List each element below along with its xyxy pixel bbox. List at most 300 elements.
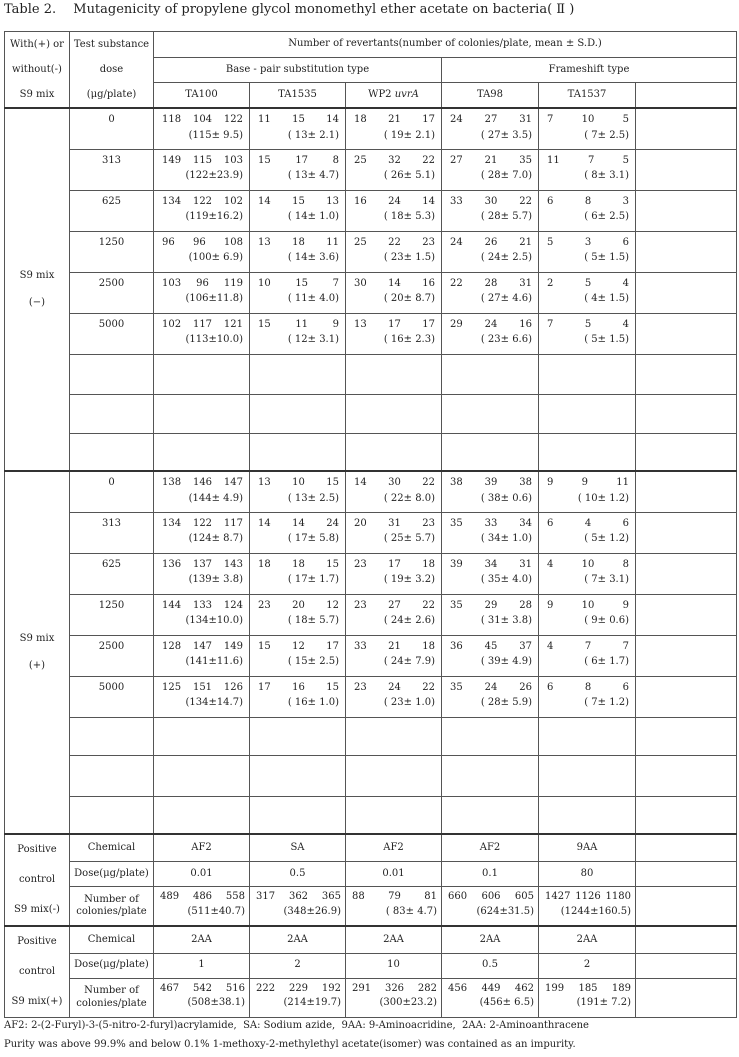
positive-control-line: control [18, 966, 56, 977]
plate-count: 18 [422, 558, 435, 570]
empty-cell [636, 394, 737, 433]
colony-counts [250, 559, 345, 572]
colony-counts [539, 278, 635, 291]
result-cell [346, 149, 442, 190]
table-row [5, 676, 737, 717]
result-cell [539, 231, 636, 272]
plate-count: 199 [545, 982, 565, 994]
result-cell [442, 512, 539, 553]
plate-count: 21 [388, 640, 401, 652]
plate-count: 21 [388, 114, 401, 125]
plate-count: 31 [519, 277, 532, 289]
colony-counts [346, 983, 441, 996]
table-row [5, 512, 737, 553]
plate-count: 22 [422, 477, 435, 488]
colony-counts [346, 891, 441, 904]
plate-count: 30 [354, 277, 367, 289]
plate-count: 192 [321, 982, 341, 994]
plate-count: 81 [424, 891, 437, 903]
control-count-cell [154, 887, 250, 926]
plate-count: 124 [223, 599, 243, 611]
empty-cell [636, 512, 737, 553]
plate-count: 12 [292, 640, 305, 652]
strain-wp2uvra [346, 83, 442, 109]
empty-cell [346, 717, 442, 755]
plate-count: 34 [484, 558, 498, 570]
table-row [5, 313, 737, 354]
result-cell [539, 149, 636, 190]
plate-count: 102 [223, 195, 243, 207]
plate-count: 33 [450, 195, 463, 207]
colony-counts [154, 682, 249, 695]
mean-sd: ( 16± 1.0) [287, 697, 339, 708]
mean-sd: ( 24± 2.6) [383, 615, 435, 626]
positive-control-line: S9 mix(+) [11, 996, 63, 1007]
plate-count: 10 [292, 477, 305, 488]
plate-count: 17 [388, 318, 401, 330]
result-cell [250, 272, 346, 313]
table-row [5, 717, 737, 755]
plate-count: 31 [388, 517, 401, 529]
colony-counts [539, 114, 635, 127]
colony-counts [346, 114, 441, 127]
plate-count: 11 [295, 318, 309, 330]
mean-sd: ( 8± 3.1) [584, 170, 629, 181]
mean-sd: ( 25± 5.7) [383, 533, 435, 544]
table-row [5, 635, 737, 676]
plate-count: 362 [288, 891, 309, 903]
plate-count: 185 [578, 982, 598, 994]
plate-count: 32 [388, 154, 401, 166]
result-cell [346, 190, 442, 231]
plate-count: 15 [326, 558, 339, 570]
dose-value: 5000 [70, 313, 154, 354]
chemical-name: 2AA [442, 926, 539, 953]
dose-value: 2500 [70, 272, 154, 313]
plate-count: 11 [616, 477, 629, 488]
empty-cell [539, 433, 636, 471]
plate-count: 36 [450, 640, 463, 652]
plate-count: 136 [162, 558, 182, 570]
result-cell [346, 512, 442, 553]
plate-count: 30 [484, 195, 498, 207]
colony-counts [154, 600, 249, 613]
plate-count: 28 [519, 599, 532, 611]
mean-sd: (300±23.2) [379, 997, 437, 1009]
plate-count: 7 [587, 154, 595, 166]
control-count-cell [539, 978, 636, 1017]
colony-counts [154, 196, 249, 209]
plate-count: 122 [192, 195, 213, 207]
colony-counts [442, 278, 538, 291]
result-cell [154, 108, 250, 149]
plate-count: 15 [292, 195, 305, 207]
empty-cell [154, 433, 250, 471]
plate-count: 104 [192, 114, 213, 125]
result-cell [250, 635, 346, 676]
colony-counts [539, 319, 635, 332]
plate-count: 115 [192, 154, 213, 166]
plate-count: 143 [223, 558, 243, 570]
mean-sd: (122±23.9) [185, 170, 243, 181]
mean-sd: ( 28± 5.7) [480, 211, 532, 222]
plate-count: 103 [223, 154, 243, 166]
empty-cell [636, 635, 737, 676]
mean-sd: ( 19± 3.2) [383, 574, 435, 585]
plate-count: 25 [354, 236, 367, 248]
plate-count: 1126 [575, 891, 601, 903]
result-cell [346, 231, 442, 272]
result-cell [154, 190, 250, 231]
plate-count: 31 [519, 114, 532, 125]
plate-count: 229 [288, 982, 309, 994]
chemical-name: AF2 [154, 834, 250, 861]
result-cell [250, 553, 346, 594]
dose-value: 0 [70, 471, 154, 512]
empty-cell [636, 149, 737, 190]
mean-sd: ( 31± 3.8) [480, 615, 532, 626]
plate-count: 20 [354, 517, 367, 529]
plate-count: 18 [354, 114, 367, 125]
table-row [5, 354, 737, 394]
mean-sd: ( 19± 2.1) [383, 129, 435, 141]
plate-count: 486 [192, 891, 213, 903]
colony-counts [442, 518, 538, 531]
mean-sd: ( 17± 5.8) [287, 533, 339, 544]
colony-counts [154, 155, 249, 168]
plate-count: 149 [162, 154, 182, 166]
empty-cell [442, 755, 539, 796]
plate-count: 28 [484, 277, 498, 289]
plate-count: 138 [162, 477, 182, 488]
empty-cell [539, 354, 636, 394]
revertants-header: Number of revertants(number of colonies/plate, mean ± S.D.) [154, 32, 737, 58]
plate-count: 4 [547, 640, 554, 652]
plate-count: 24 [450, 114, 463, 125]
colony-counts [539, 983, 635, 996]
plate-count: 144 [162, 599, 182, 611]
plate-count: 102 [162, 318, 182, 330]
mean-sd: (348±26.9) [283, 905, 341, 917]
result-cell [346, 471, 442, 512]
count-label-line: Number of [84, 985, 139, 997]
colony-counts [442, 196, 538, 209]
empty-cell [154, 394, 250, 433]
dose-header [70, 32, 154, 109]
mean-sd: ( 15± 2.5) [287, 656, 339, 667]
plate-count: 24 [388, 195, 401, 207]
plate-count: 17 [422, 318, 435, 330]
empty-cell [636, 953, 737, 978]
colony-counts [154, 319, 249, 332]
mean-sd: ( 35± 4.0) [480, 574, 532, 585]
colony-counts [539, 518, 635, 531]
colony-counts [442, 682, 538, 695]
empty-cell [636, 796, 737, 834]
plate-count: 122 [223, 114, 243, 125]
strain-ta100: TA100 [154, 83, 250, 109]
chemical-name: 2AA [250, 926, 346, 953]
mean-sd: ( 11± 4.0) [287, 293, 339, 304]
strain-ta1535: TA1535 [250, 83, 346, 109]
chemical-name: 2AA [539, 926, 636, 953]
mean-sd: (134±10.0) [185, 615, 243, 626]
plate-count: 117 [192, 318, 213, 330]
plate-count: 15 [295, 277, 309, 289]
plate-count: 79 [388, 891, 401, 903]
dose-value: 1250 [70, 594, 154, 635]
empty-cell [250, 433, 346, 471]
plate-count: 15 [258, 154, 271, 166]
plate-count: 1180 [605, 891, 631, 903]
empty-cell [154, 755, 250, 796]
result-cell [154, 471, 250, 512]
empty-cell [70, 796, 154, 834]
plate-count: 467 [160, 982, 180, 994]
result-cell [154, 553, 250, 594]
mean-sd: ( 6± 2.5) [584, 211, 629, 222]
mean-sd: (511±40.7) [187, 905, 245, 917]
mean-sd: ( 23± 1.5) [383, 252, 435, 263]
result-cell [250, 512, 346, 553]
mean-sd: (134±14.7) [185, 697, 243, 708]
dose-value: 1250 [70, 231, 154, 272]
colony-counts [539, 477, 635, 490]
colony-counts [250, 983, 345, 996]
plate-count: 30 [388, 477, 401, 488]
plate-count: 5 [584, 318, 592, 330]
mean-sd: ( 7± 3.1) [584, 574, 629, 585]
plate-count: 38 [450, 477, 463, 488]
plate-count: 122 [192, 517, 213, 529]
s9-header [5, 32, 70, 109]
dose-value: 0 [70, 108, 154, 149]
s9-condition-line: S9 mix [19, 270, 55, 281]
result-cell [442, 149, 539, 190]
chemical-name: 2AA [346, 926, 442, 953]
mean-sd: (1244±160.5) [560, 905, 631, 917]
mean-sd: ( 24± 2.5) [480, 252, 532, 263]
plate-count: 8 [584, 681, 592, 693]
plate-count: 128 [162, 640, 182, 652]
empty-cell [70, 433, 154, 471]
empty-cell [346, 354, 442, 394]
plate-count: 291 [352, 982, 372, 994]
result-cell [346, 313, 442, 354]
colony-counts [346, 155, 441, 168]
footnote-abbreviations: AF2: 2-(2-Furyl)-3-(5-nitro-2-furyl)acrylamide, SA: Sodium azide, 9AA: 9-Aminoacridine, 2AA: 2-Aminoanthracene [4, 1020, 589, 1031]
dose-label: Dose(μg/plate) [70, 861, 154, 886]
result-cell [539, 594, 636, 635]
table-row [5, 149, 737, 190]
plate-count: 147 [192, 640, 213, 652]
plate-count: 449 [481, 982, 501, 994]
plate-count: 26 [519, 681, 532, 693]
mean-sd: ( 27± 4.6) [480, 293, 532, 304]
mean-sd: ( 27± 3.5) [480, 129, 532, 141]
positive-control-row [5, 926, 737, 953]
count-label [70, 978, 154, 1017]
colony-counts [346, 518, 441, 531]
mean-sd: ( 22± 8.0) [383, 492, 435, 504]
plate-count: 108 [223, 236, 243, 248]
plate-count: 134 [162, 517, 182, 529]
mean-sd: ( 23± 1.0) [383, 697, 435, 708]
colony-counts [250, 278, 345, 291]
positive-control-row [5, 978, 737, 1017]
plate-count: 16 [292, 681, 305, 693]
plate-count: 27 [484, 114, 498, 125]
mean-sd: (113±10.0) [185, 334, 243, 345]
control-dose: 0.5 [250, 861, 346, 886]
result-cell [250, 190, 346, 231]
plate-count: 23 [258, 599, 271, 611]
colony-counts [250, 682, 345, 695]
control-dose: 0.01 [154, 861, 250, 886]
result-cell [250, 231, 346, 272]
plate-count: 542 [192, 982, 213, 994]
dose-header-line: dose [99, 64, 124, 75]
plate-count: 4 [547, 558, 554, 570]
result-cell [442, 313, 539, 354]
plate-count: 33 [484, 517, 498, 529]
plate-count: 15 [326, 681, 339, 693]
mean-sd: (214±19.7) [283, 997, 341, 1009]
count-label-line: colonies/plate [76, 997, 147, 1009]
plate-count: 14 [258, 517, 271, 529]
table-row [5, 272, 737, 313]
plate-count: 146 [192, 477, 213, 488]
plate-count: 326 [384, 982, 405, 994]
empty-cell [636, 313, 737, 354]
plate-count: 516 [225, 982, 245, 994]
result-cell [250, 313, 346, 354]
result-cell [442, 635, 539, 676]
control-count-cell [346, 887, 442, 926]
empty-cell [154, 796, 250, 834]
mean-sd: ( 18± 5.7) [287, 615, 339, 626]
colony-counts [154, 983, 249, 996]
plate-count: 126 [223, 681, 243, 693]
plate-count: 10 [581, 558, 595, 570]
plate-count: 96 [196, 277, 209, 289]
control-count-cell [154, 978, 250, 1017]
plate-count: 27 [388, 599, 401, 611]
plate-count: 6 [622, 517, 629, 529]
result-cell [154, 272, 250, 313]
chemical-name: AF2 [346, 834, 442, 861]
result-cell [346, 676, 442, 717]
plate-count: 21 [484, 154, 498, 166]
dose-header-line: (μg/plate) [86, 89, 137, 100]
mean-sd: ( 13± 2.5) [287, 492, 339, 504]
plate-count: 7 [622, 640, 629, 652]
control-dose: 0.01 [346, 861, 442, 886]
plate-count: 24 [450, 236, 463, 248]
colony-counts [154, 278, 249, 291]
dose-label: Dose(μg/plate) [70, 953, 154, 978]
empty-cell [636, 231, 737, 272]
plate-count: 31 [519, 558, 532, 570]
empty-cell [154, 354, 250, 394]
colony-counts [346, 196, 441, 209]
colony-counts [442, 114, 538, 127]
plate-count: 606 [481, 891, 501, 903]
colony-counts [250, 237, 345, 250]
result-cell [346, 553, 442, 594]
plate-count: 11 [547, 154, 560, 166]
plate-count: 20 [292, 599, 305, 611]
plate-count: 1427 [545, 891, 571, 903]
empty-cell [636, 978, 737, 1017]
plate-count: 24 [484, 681, 498, 693]
s9-condition-line: (+) [28, 659, 46, 671]
plate-count: 17 [326, 640, 339, 652]
positive-control-line: S9 mix(-) [14, 904, 60, 915]
result-cell [539, 553, 636, 594]
control-count-cell [442, 887, 539, 926]
positive-control-row [5, 861, 737, 886]
plate-count: 9 [581, 477, 588, 488]
plate-count: 7 [332, 277, 339, 289]
mean-sd: (141±11.6) [185, 656, 243, 667]
positive-control-line: Positive [17, 844, 57, 855]
table-row [5, 190, 737, 231]
empty-cell [636, 471, 737, 512]
plate-count: 17 [422, 114, 435, 125]
empty-cell [539, 796, 636, 834]
mean-sd: (508±38.1) [187, 997, 245, 1009]
empty-cell [636, 433, 737, 471]
empty-cell [636, 108, 737, 149]
result-cell [154, 512, 250, 553]
result-cell [154, 149, 250, 190]
plate-count: 23 [354, 558, 367, 570]
plate-count: 35 [450, 681, 463, 693]
colony-counts [250, 477, 345, 490]
strain-wp2-label: WP2 [368, 88, 395, 100]
mean-sd: ( 28± 7.0) [480, 170, 532, 181]
s9-header-line: without(-) [12, 64, 62, 75]
mutagenicity-table [4, 31, 737, 1018]
plate-count: 22 [450, 277, 463, 289]
positive-control-label [5, 834, 70, 926]
table-row [5, 471, 737, 512]
positive-control-row [5, 834, 737, 861]
table-row [5, 433, 737, 471]
plate-count: 149 [223, 640, 243, 652]
plate-count: 13 [354, 318, 367, 330]
empty-cell [442, 354, 539, 394]
colony-counts [346, 477, 441, 490]
plate-count: 18 [258, 558, 271, 570]
mean-sd: (624±31.5) [476, 905, 534, 917]
mean-sd: ( 4± 1.5) [584, 293, 629, 304]
plate-count: 10 [581, 114, 595, 125]
plate-count: 14 [388, 277, 401, 289]
colony-counts [154, 518, 249, 531]
plate-count: 558 [225, 891, 245, 903]
plate-count: 14 [292, 517, 305, 529]
colony-counts [346, 237, 441, 250]
control-dose: 0.1 [442, 861, 539, 886]
result-cell [346, 108, 442, 149]
colony-counts [442, 559, 538, 572]
plate-count: 35 [519, 154, 532, 166]
mean-sd: ( 16± 2.3) [383, 334, 435, 345]
dose-value: 2500 [70, 635, 154, 676]
chemical-name: SA [250, 834, 346, 861]
